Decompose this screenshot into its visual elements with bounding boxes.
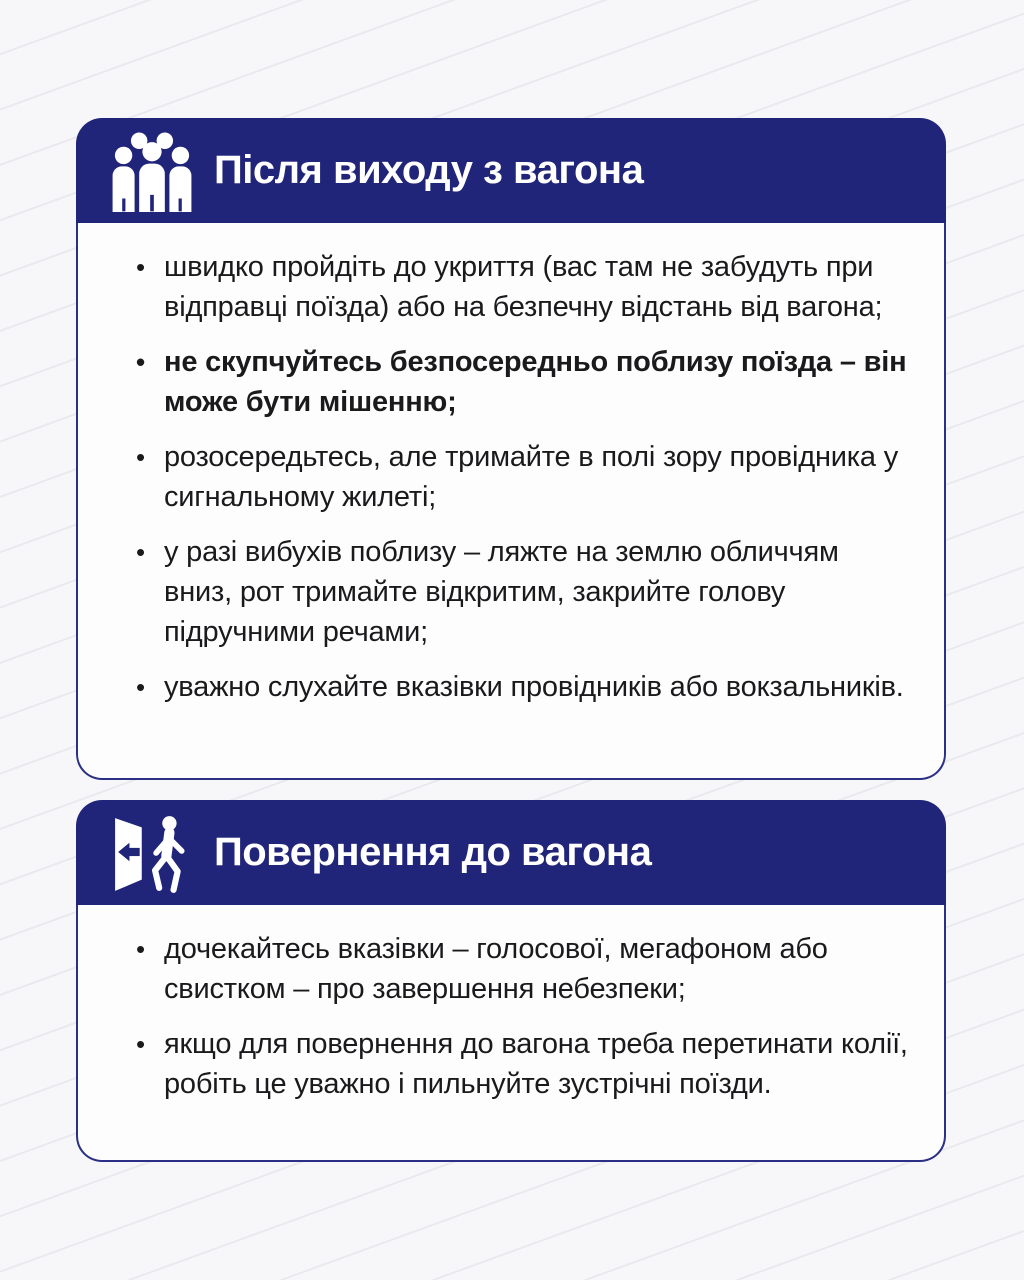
bullet-item: • швидко пройдіть до укриття (вас там не забудуть при відправці поїзда) або на безпечну відстань від вагона; — [134, 247, 910, 327]
section-return-header — [76, 800, 946, 905]
bullet-item: • дочекайтесь вказівки – голосової, мегафоном або свистком – про завершення небезпеки; — [134, 929, 910, 1009]
section-after-exit-body — [76, 223, 946, 780]
bullet-list — [134, 247, 910, 707]
bullet-item: • розосередьтесь, але тримайте в полі зору провідника у сигнальному жилеті; — [134, 437, 910, 517]
bullet-item: • не скупчуйтесь безпосередньо поблизу поїзда – він може бути мішенню; — [134, 342, 910, 422]
people-group-icon — [108, 130, 196, 212]
bullet-item: • уважно слухайте вказівки провідників або вокзальників. — [134, 667, 910, 707]
section-after-exit — [76, 118, 946, 780]
exit-door-icon — [108, 812, 196, 894]
bullet-item: • якщо для повернення до вагона треба перетинати колії, робіть це уважно і пильнуйте зустрічні поїзди. — [134, 1024, 910, 1104]
section-return-body — [76, 905, 946, 1162]
section-after-exit-header — [76, 118, 946, 223]
bullet-list — [134, 929, 910, 1104]
section-title: Після виходу з вагона — [214, 148, 644, 192]
section-title: Повернення до вагона — [214, 830, 652, 874]
section-return-to-wagon — [76, 800, 946, 1162]
bullet-item: • у разі вибухів поблизу – ляжте на землю обличчям вниз, рот тримайте відкритим, закрийте голову підручними речами; — [134, 532, 910, 652]
